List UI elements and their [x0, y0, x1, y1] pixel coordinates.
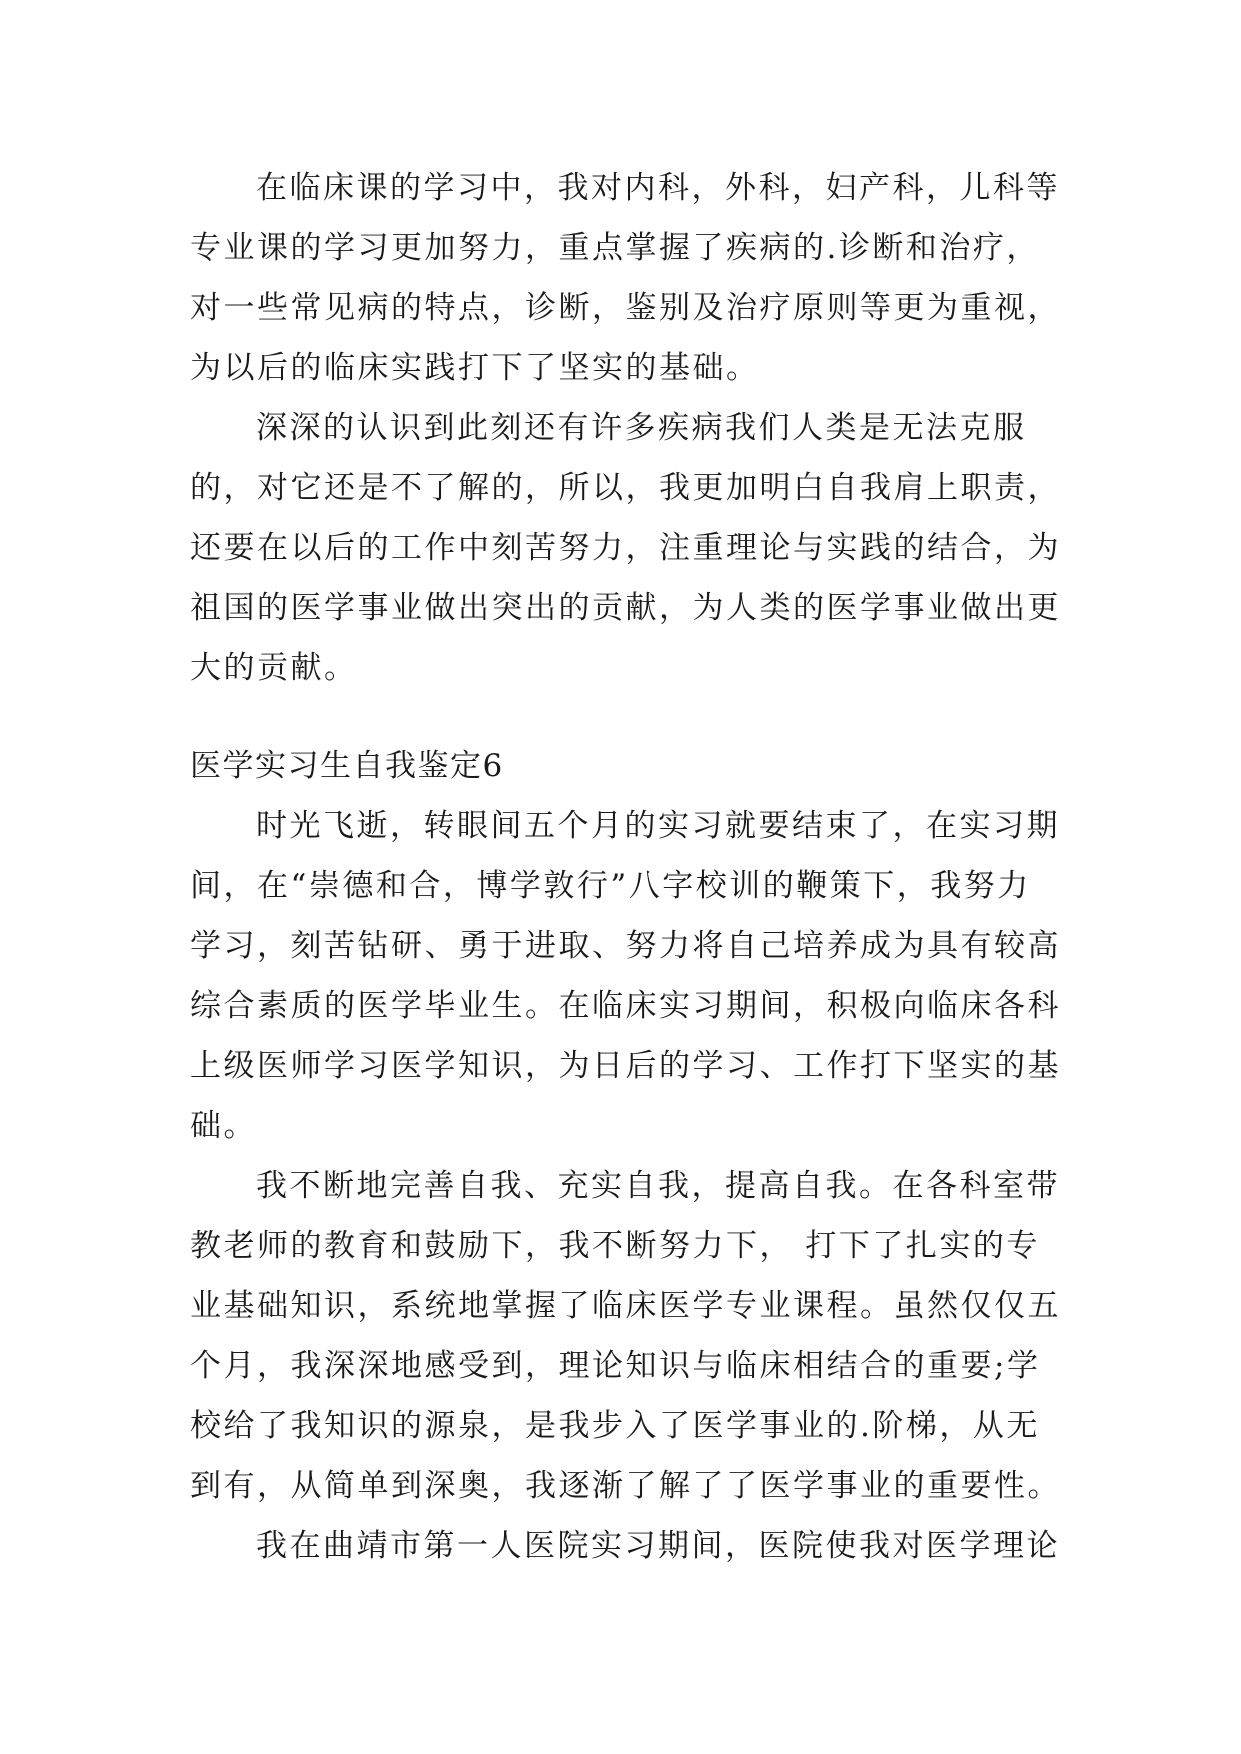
- section-paragraph-2-line-4: 个月，我深深地感受到，理论知识与临床相结合的重要;学: [190, 1348, 1041, 1384]
- section-paragraph-1-line-3: 学习，刻苦钻研、勇于进取、努力将自己培养成为具有较高: [190, 928, 1061, 964]
- paragraph-2-line-4: 祖国的医学事业做出突出的贡献，为人类的医学事业做出更: [190, 590, 1061, 626]
- section-paragraph-2-line-1: 我不断地完善自我、充实自我，提高自我。在各科室带: [256, 1168, 1060, 1204]
- section-paragraph-1-line-5: 上级医师学习医学知识，为日后的学习、工作打下坚实的基: [190, 1048, 1061, 1084]
- paragraph-1-line-2: 专业课的学习更加努力，重点掌握了疾病的.诊断和治疗，: [190, 230, 1040, 266]
- section-paragraph-2-line-2: 教老师的教育和鼓励下，我不断努力下， 打下了扎实的专: [190, 1228, 1040, 1264]
- section-paragraph-1-line-4: 综合素质的医学毕业生。在临床实习期间，积极向临床各科: [190, 988, 1061, 1024]
- paragraph-2-line-5: 大的贡献。: [190, 650, 358, 686]
- paragraph-2-line-1: 深深的认识到此刻还有许多疾病我们人类是无法克服: [256, 410, 1027, 446]
- section-paragraph-3-line-1: 我在曲靖市第一人医院实习期间，医院使我对医学理论: [256, 1528, 1060, 1564]
- section-paragraph-1-line-2: 间，在“崇德和合，博学敦行”八字校训的鞭策下，我努力: [190, 868, 1031, 904]
- section-paragraph-2-line-3: 业基础知识，系统地掌握了临床医学专业课程。虽然仅仅五: [190, 1288, 1061, 1324]
- section-paragraph-2-line-5: 校给了我知识的源泉，是我步入了医学事业的.阶梯，从无: [190, 1408, 1040, 1444]
- paragraph-1-line-4: 为以后的临床实践打下了坚实的基础。: [190, 350, 760, 386]
- paragraph-1-line-3: 对一些常见病的特点，诊断，鉴别及治疗原则等更为重视，: [190, 290, 1061, 326]
- paragraph-2-line-3: 还要在以后的工作中刻苦努力，注重理论与实践的结合，为: [190, 530, 1061, 566]
- paragraph-2-line-2: 的，对它还是不了解的，所以，我更加明白自我肩上职责，: [190, 470, 1061, 506]
- section-paragraph-2-line-6: 到有，从简单到深奥，我逐渐了解了了医学事业的重要性。: [190, 1468, 1061, 1504]
- section-paragraph-1-line-1: 时光飞逝，转眼间五个月的实习就要结束了，在实习期: [256, 808, 1060, 844]
- paragraph-1-line-1: 在临床课的学习中，我对内科，外科，妇产科，儿科等: [256, 170, 1060, 206]
- section-title: 医学实习生自我鉴定6: [190, 748, 504, 784]
- section-paragraph-1-line-6: 础。: [190, 1108, 257, 1144]
